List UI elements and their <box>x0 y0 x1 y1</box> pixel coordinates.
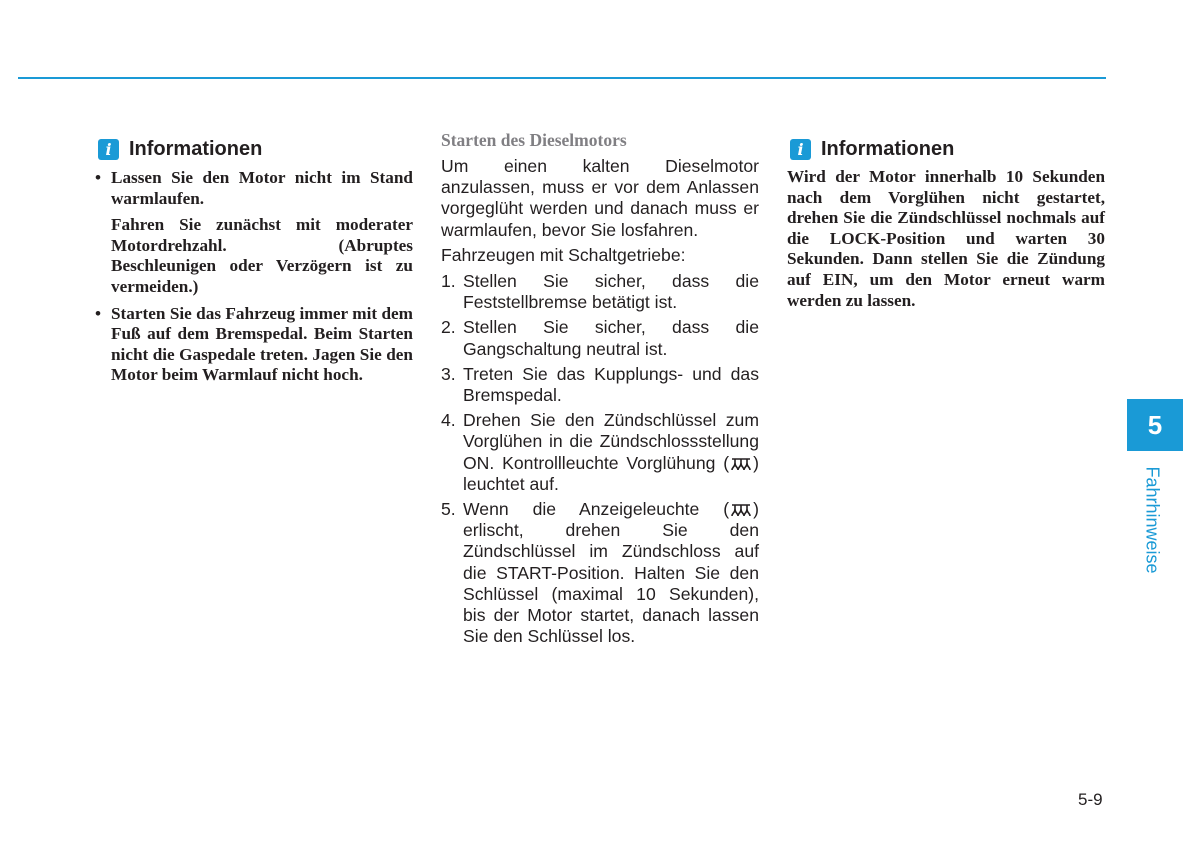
bullet-item <box>95 168 413 298</box>
intro-paragraph: Um einen kalten Dieselmotor anzulassen, muss er vor dem Anlassen vorgeglüht werden und danach muss er warmlaufen, bevor Sie losfahren. <box>441 156 759 240</box>
step-text: Stellen Sie sicher, dass die Feststellbremse betätigt ist. <box>463 271 759 313</box>
step-text-after: ) leuchtet auf. <box>463 452 759 494</box>
subheading: Fahrzeugen mit Schaltgetriebe: <box>441 244 686 265</box>
step-item <box>441 271 759 313</box>
middle-body <box>441 156 759 647</box>
page-number: 5-9 <box>1078 790 1103 809</box>
bullet-text: • Starten Sie das Fahrzeug immer mit dem Fuß auf dem Bremspedal. Beim Starten nicht die Gaspedale treten. Jagen Sie den Motor beim Warmlauf nicht hoch. <box>111 303 413 385</box>
chapter-title: Fahrhinweise <box>1142 466 1163 574</box>
step-text-after: ) erlischt, drehen Sie den Zündschlüssel im Zündschloss auf die START-Position. Halten Sie den Schlüssel (maximal 10 Sekunden), bis der Motor startet, danach lassen Sie den Schlüssel los. <box>463 499 759 647</box>
section-heading: Starten des Dieselmotors <box>441 130 627 150</box>
step-text-before: Wenn die Anzeigeleuchte ( <box>463 499 730 520</box>
info-icon: i <box>98 139 119 160</box>
step-item <box>441 410 759 495</box>
left-info-header <box>95 136 262 162</box>
steps-list <box>441 271 759 647</box>
right-info-body: Wird der Motor innerhalb 10 Sekunden nach dem Vorglühen nicht gestartet, drehen Sie die Zündschlüssel nochmals auf die LOCK-Position und warten 30 Sekunden. Dann stellen Sie die Zündung auf EIN, um den Motor erneut warm werden zu lassen. <box>787 167 1105 310</box>
glow-plug-indicator-icon <box>729 503 753 517</box>
chapter-tab: 5 <box>1127 399 1183 451</box>
glow-plug-indicator-icon <box>729 457 753 471</box>
right-info-title: Informationen <box>821 137 955 160</box>
step-number: 4. <box>441 410 456 431</box>
step-item <box>441 499 759 647</box>
left-bullet-list <box>95 168 413 386</box>
info-icon: i <box>790 139 811 160</box>
right-info-header <box>787 136 954 162</box>
step-number: 3. <box>441 363 456 384</box>
header-rule <box>18 77 1106 79</box>
step-item <box>441 317 759 359</box>
bullet-subtext: Fahren Sie zunächst mit moderater Motordrehzahl. (Abruptes Beschleunigen oder Verzögern ist zu vermeiden.) <box>111 215 413 296</box>
bullet-text: • Lassen Sie den Motor nicht im Stand warmlaufen. <box>111 168 413 208</box>
step-item <box>441 364 759 406</box>
step-number: 5. <box>441 499 456 520</box>
step-text-before: Drehen Sie den Zündschlüssel zum Vorglühen in die Zündschlossstellung ON. Kontrollleuchte Vorglühung ( <box>463 410 759 473</box>
step-text: Treten Sie das Kupplungs- und das Bremspedal. <box>463 363 759 406</box>
step-number: 2. <box>441 317 456 338</box>
step-text: Stellen Sie sicher, dass die Gangschaltung neutral ist. <box>463 317 759 359</box>
step-number: 1. <box>441 271 456 292</box>
left-info-title: Informationen <box>129 137 263 160</box>
bullet-item <box>95 304 413 386</box>
